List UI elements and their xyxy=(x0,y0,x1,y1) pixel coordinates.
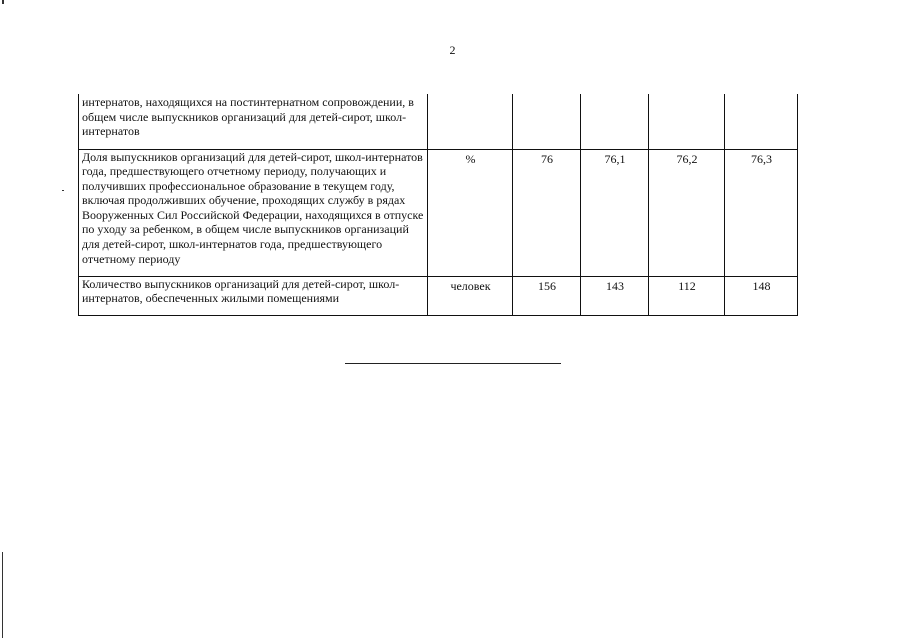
indicator-value: 76,2 xyxy=(649,149,725,276)
indicator-description: Количество выпускников организаций для детей-сирот, школ-интернатов, обеспеченных жилыми помещениями xyxy=(79,276,428,315)
table-row xyxy=(79,149,798,276)
indicator-value xyxy=(513,94,581,149)
indicator-value: 156 xyxy=(513,276,581,315)
page-number: 2 xyxy=(449,43,456,57)
indicator-value: 143 xyxy=(581,276,649,315)
indicator-value: 76 xyxy=(513,149,581,276)
scan-mark xyxy=(2,0,4,4)
indicator-unit xyxy=(428,94,513,149)
indicator-unit: % xyxy=(428,149,513,276)
indicator-description: Доля выпускников организаций для детей-сирот, школ-интернатов года, предшествующего отчетному периоду, получающих и получивших профессиональное образование в текущем году, включая продолживших обучение, проходящих службу в рядах Вооруженных Сил Российской Федерации, находящихся в отпуске по уходу за ребенком, в общем числе выпускников организаций для детей-сирот, школ-интернатов года, предшествующего отчетному периоду xyxy=(79,149,428,276)
indicator-unit: человек xyxy=(428,276,513,315)
indicator-value xyxy=(581,94,649,149)
indicator-description: интернатов, находящихся на постинтернатном сопровождении, в общем числе выпускников организаций для детей-сирот, школ-интернатов xyxy=(79,94,428,149)
scan-mark xyxy=(2,552,3,638)
indicator-value xyxy=(725,94,798,149)
indicator-value: 148 xyxy=(725,276,798,315)
end-rule xyxy=(345,363,561,364)
scan-mark xyxy=(62,190,64,191)
table-row xyxy=(79,276,798,315)
indicator-value: 76,1 xyxy=(581,149,649,276)
table-row xyxy=(79,94,798,149)
indicators-table xyxy=(78,94,798,316)
indicator-value xyxy=(649,94,725,149)
indicator-value: 112 xyxy=(649,276,725,315)
indicator-value: 76,3 xyxy=(725,149,798,276)
